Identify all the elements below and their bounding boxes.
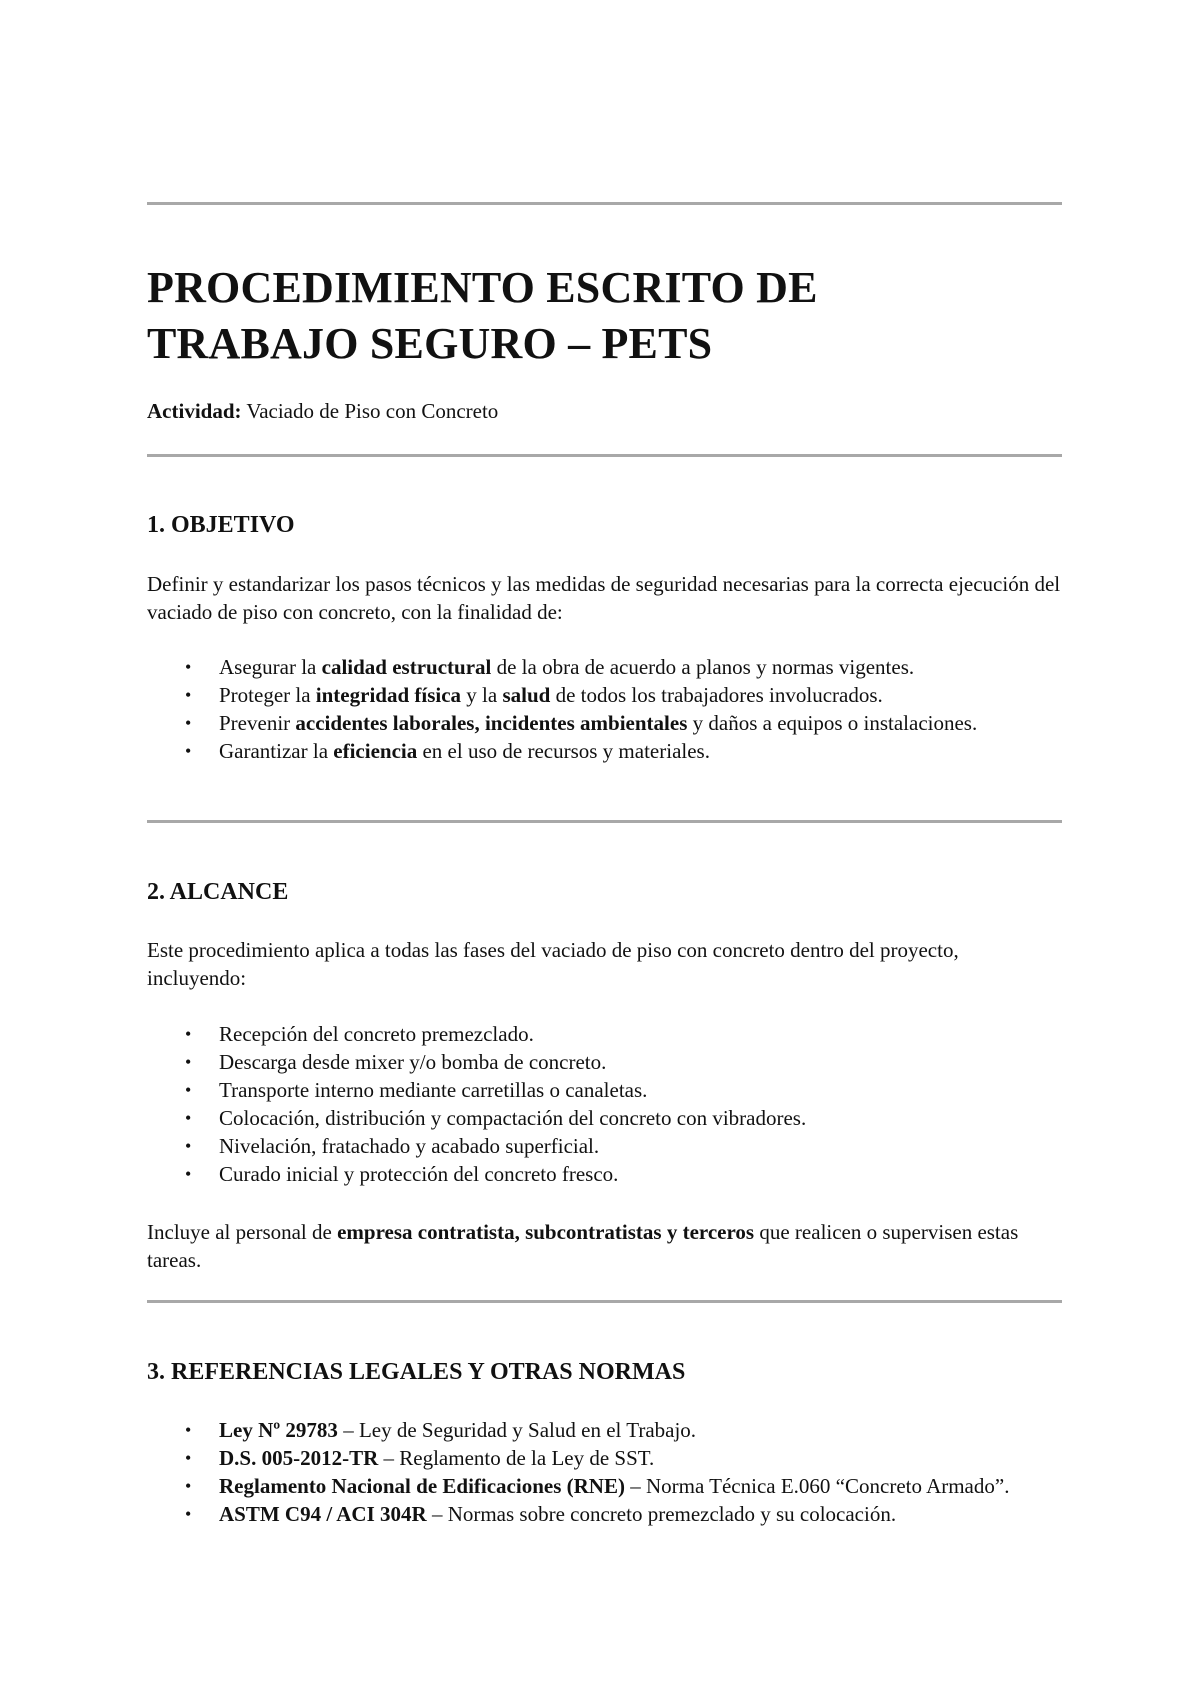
list-item: • Colocación, distribución y compactación del concreto con vibradores. bbox=[185, 1106, 807, 1130]
section-heading-objetivo: 1. OBJETIVO bbox=[147, 512, 295, 538]
list-item: • Curado inicial y protección del concreto fresco. bbox=[185, 1162, 619, 1186]
document-page bbox=[147, 0, 1062, 1696]
alcance-intro: Este procedimiento aplica a todas las fases del vaciado de piso con concreto dentro del proyecto, incluyendo: bbox=[147, 938, 959, 990]
list-item: • Proteger la integridad física y la salud de todos los trabajadores involucrados. bbox=[185, 683, 883, 707]
activity-line bbox=[147, 397, 498, 425]
bullet-icon: • bbox=[185, 713, 192, 733]
list-item: • Transporte interno mediante carretillas o canaletas. bbox=[185, 1078, 648, 1102]
bullet-icon: • bbox=[185, 1052, 192, 1072]
title-line-2: TRABAJO SEGURO – PETS bbox=[147, 319, 713, 368]
section-heading-referencias: 3. REFERENCIAS LEGALES Y OTRAS NORMAS bbox=[147, 1359, 686, 1385]
alcance-closing: Incluye al personal de empresa contratista, subcontratistas y terceros que realicen o supervisen estas tareas. bbox=[147, 1220, 1019, 1272]
bullet-icon: • bbox=[185, 685, 192, 705]
divider-1 bbox=[147, 454, 1062, 457]
divider-2 bbox=[147, 820, 1062, 823]
bullet-icon: • bbox=[185, 1080, 192, 1100]
divider-3 bbox=[147, 1300, 1062, 1303]
list-item: • Nivelación, fratachado y acabado superficial. bbox=[185, 1134, 600, 1158]
list-item: • Asegurar la calidad estructural de la obra de acuerdo a planos y normas vigentes. bbox=[185, 655, 915, 679]
bullet-icon: • bbox=[185, 1448, 192, 1468]
bullet-icon: • bbox=[185, 1136, 192, 1156]
list-item: • Prevenir accidentes laborales, incidentes ambientales y daños a equipos o instalaciones. bbox=[185, 711, 978, 735]
bullet-icon: • bbox=[185, 1024, 192, 1044]
section-heading-alcance: 2. ALCANCE bbox=[147, 879, 289, 905]
objetivo-list bbox=[147, 653, 1062, 765]
list-item: • Garantizar la eficiencia en el uso de recursos y materiales. bbox=[185, 739, 710, 763]
bullet-icon: • bbox=[185, 1108, 192, 1128]
list-item: • Descarga desde mixer y/o bomba de concreto. bbox=[185, 1050, 607, 1074]
list-item: • D.S. 005-2012-TR – Reglamento de la Ley de SST. bbox=[185, 1446, 655, 1470]
title-line-1: PROCEDIMIENTO ESCRITO DE bbox=[147, 263, 818, 312]
list-item: • Recepción del concreto premezclado. bbox=[185, 1022, 534, 1046]
bullet-icon: • bbox=[185, 1476, 192, 1496]
alcance-list bbox=[147, 1020, 1062, 1188]
bullet-icon: • bbox=[185, 1420, 192, 1440]
list-item: • Ley Nº 29783 – Ley de Seguridad y Salud en el Trabajo. bbox=[185, 1418, 697, 1442]
list-item: • Reglamento Nacional de Edificaciones (RNE) – Norma Técnica E.060 “Concreto Armado”. bbox=[185, 1474, 1010, 1498]
objetivo-intro: Definir y estandarizar los pasos técnicos y las medidas de seguridad necesarias para la correcta ejecución del vaciado de piso con concreto, con la finalidad de: bbox=[147, 572, 1061, 624]
bullet-icon: • bbox=[185, 741, 192, 761]
bullet-icon: • bbox=[185, 1504, 192, 1524]
bullet-icon: • bbox=[185, 657, 192, 677]
bullet-icon: • bbox=[185, 1164, 192, 1184]
page-title bbox=[147, 260, 818, 372]
activity-label: Actividad: bbox=[147, 399, 242, 423]
referencias-list bbox=[147, 1416, 1062, 1528]
divider-top bbox=[147, 202, 1062, 205]
activity-value: Vaciado de Piso con Concreto bbox=[241, 399, 499, 423]
list-item: • ASTM C94 / ACI 304R – Normas sobre concreto premezclado y su colocación. bbox=[185, 1502, 897, 1526]
